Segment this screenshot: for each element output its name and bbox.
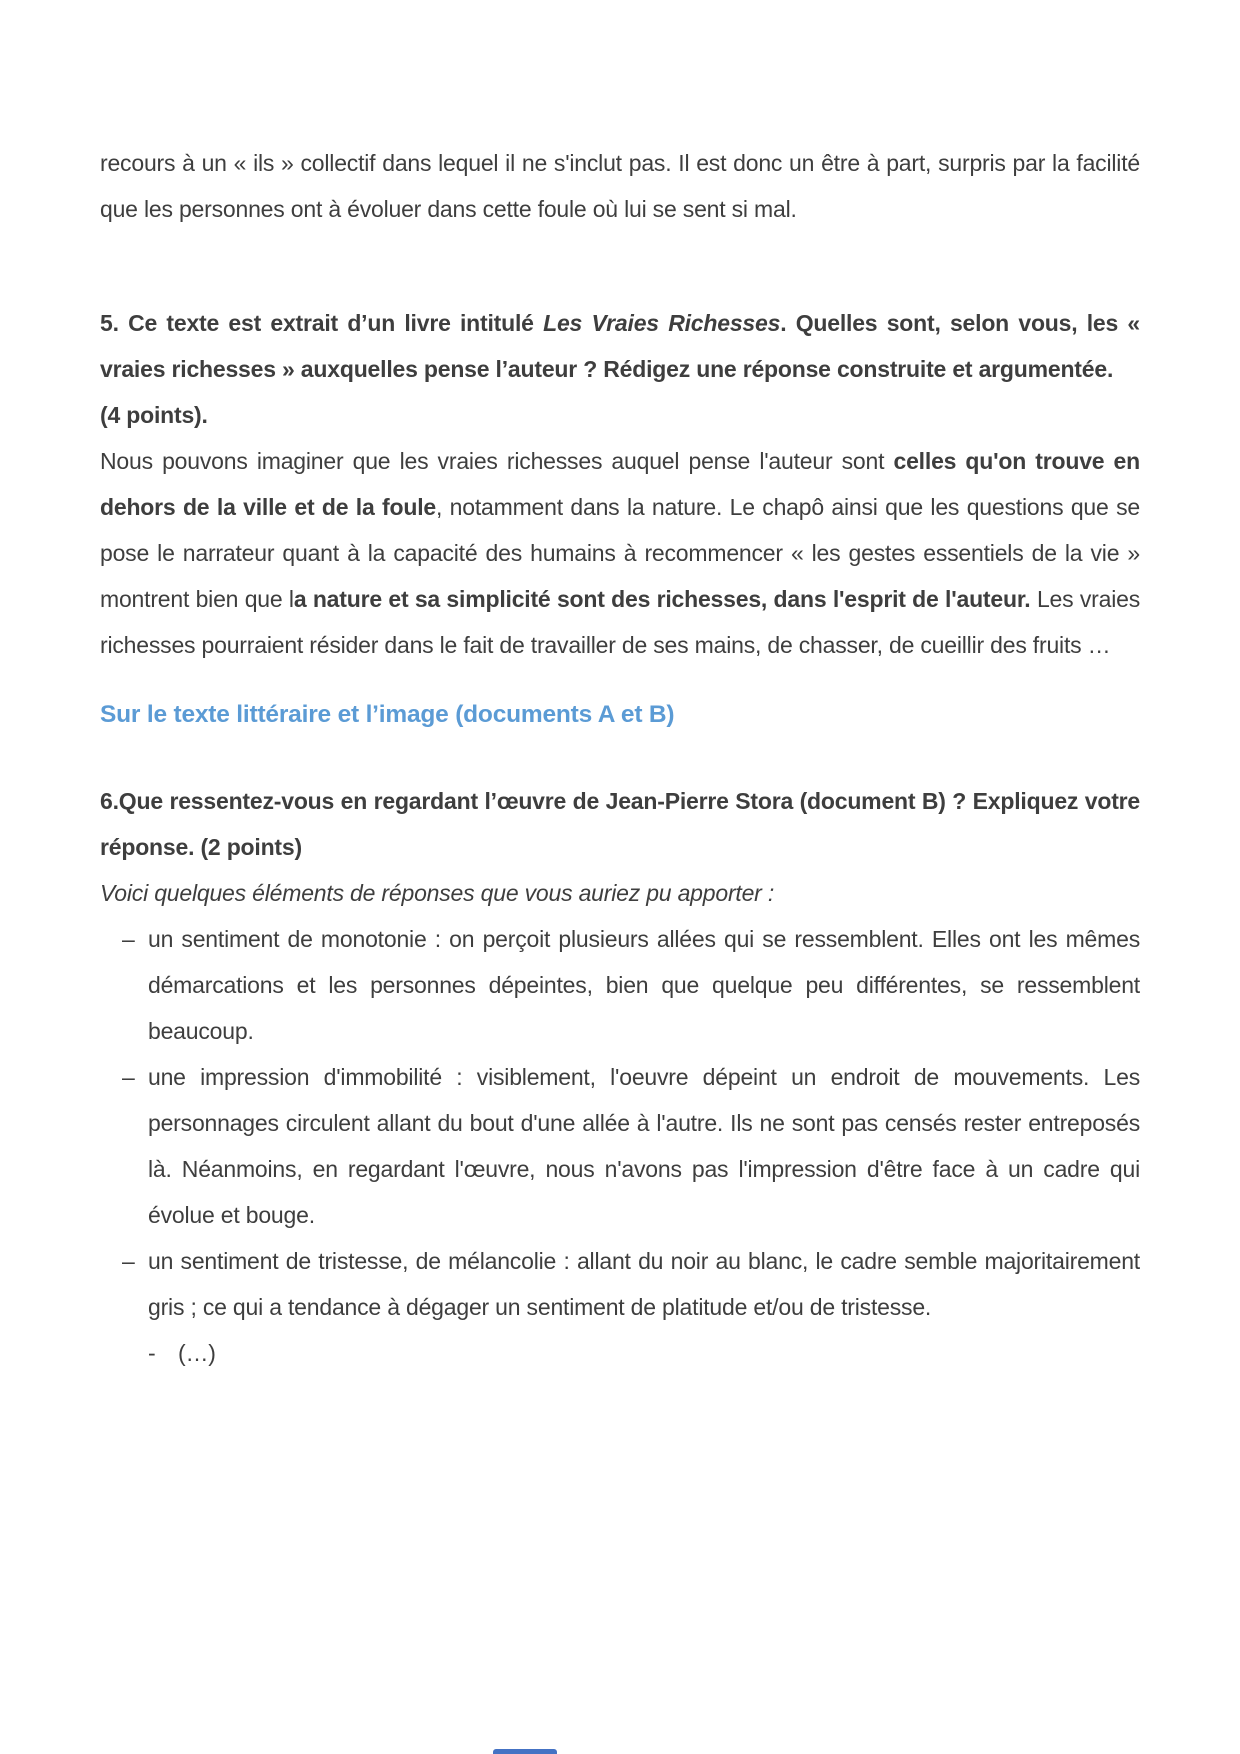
bullet-text: un sentiment de tristesse, de mélancolie : allant du noir au blanc, le cadre semble majoritairement gris ; ce qui a tendance à dégager un sentiment de platitude et/ou de tristesse. — [148, 1248, 1140, 1320]
intro-paragraph: recours à un « ils » collectif dans lequel il ne s'inclut pas. Il est donc un être à part, surpris par la facilité que les personnes ont à évoluer dans cette foule où lui se sent si mal. — [100, 150, 1140, 222]
answer-6-bullet-list — [100, 916, 1140, 1376]
question-5-book-title: Les Vraies Richesses — [543, 310, 781, 336]
bullet-item-tristesse — [100, 1238, 1140, 1330]
bullet-dash-marker: – — [122, 1064, 135, 1090]
bullet-text: une impression d'immobilité : visiblement, l'oeuvre dépeint un endroit de mouvements. Les personnages circulent allant du bout d'une allée à l'autre. Ils ne sont pas censés rester entreposés là. Néanmoins, en regardant l'œuvre, nous n'avons pas l'impression d'être face à un cadre qui évolue et bouge. — [148, 1064, 1140, 1228]
bullet-text: (…) — [178, 1340, 216, 1366]
question-5 — [100, 300, 1140, 392]
bullet-dash-marker: – — [122, 926, 135, 952]
page-bottom-blue-bar — [493, 1749, 557, 1754]
question-5-points: (4 points). — [100, 402, 208, 428]
question-5-prefix: 5. Ce texte est extrait d’un livre intitulé — [100, 310, 544, 336]
question-5-suffix: . Quelles sont, selon vous, les « vraies richesses » auxquelles pense l’auteur ? Rédigez une réponse construite et argumentée. — [100, 310, 1141, 382]
bullet-hyphen-marker: - — [148, 1340, 156, 1366]
bullet-item-monotonie — [100, 916, 1140, 1054]
bullet-item-ellipsis — [100, 1330, 1140, 1376]
answer-5-run-4: a nature et sa simplicité sont des richesses, dans l'esprit de l'auteur. — [293, 586, 1031, 612]
bullet-text: un sentiment de monotonie : on perçoit plusieurs allées qui se ressemblent. Elles ont les mêmes démarcations et les personnes dépeintes, bien que quelque peu différentes, se ressemblent beaucoup. — [148, 926, 1140, 1044]
answer-5-run-3: , notamment dans la nature. Le chapô ainsi que les questions que se pose le narrateur quant à la capacité des humains à recommencer « les gestes essentiels de la vie » montrent bien que l — [100, 494, 1140, 612]
question-6: 6.Que ressentez-vous en regardant l’œuvre de Jean-Pierre Stora (document B) ? Expliquez votre réponse. (2 points) — [100, 788, 1140, 860]
section-heading: Sur le texte littéraire et l’image (documents A et B) — [100, 701, 675, 728]
answer-5-paragraph — [100, 438, 1140, 668]
answer-5-run-5: Les vraies richesses pourraient résider dans le fait de travailler de ses mains, de chasser, de cueillir des fruits … — [100, 586, 1141, 658]
bullet-item-immobilite — [100, 1054, 1140, 1238]
answer-5-run-2: celles qu'on trouve en dehors de la ville et de la foule — [100, 448, 1141, 520]
answer-6-intro: Voici quelques éléments de réponses que vous auriez pu apporter : — [100, 880, 775, 906]
answer-5-run-1: Nous pouvons imaginer que les vraies richesses auquel pense l'auteur sont — [100, 448, 894, 474]
bullet-dash-marker: – — [122, 1248, 135, 1274]
